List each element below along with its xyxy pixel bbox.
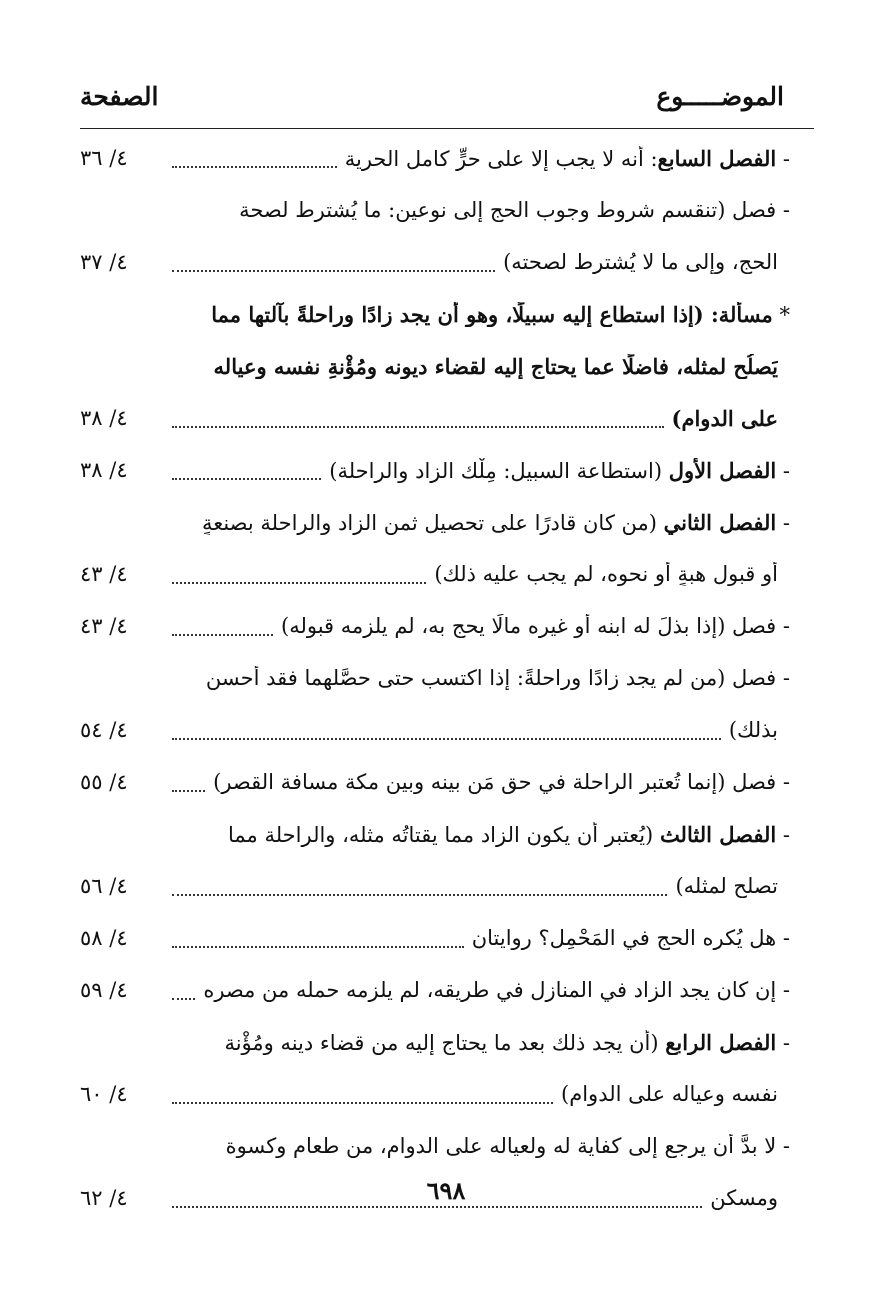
entry-title: فصل (إذا بذلَ له ابنه أو غيره مالًا يحج به، لم يلزمه قبوله) bbox=[281, 614, 777, 638]
toc-entry bbox=[0, 970, 892, 1024]
entry-page-ref: ٤/ ٥٥ bbox=[80, 770, 128, 794]
entry-title: (يُعتبر أن يكون الزاد مما يقتاتُه مثله، والراحلة مما bbox=[228, 823, 660, 847]
toc-entry bbox=[0, 866, 892, 920]
entry-title: أو قبول هبةٍ أو نحوه، لم يجب عليه ذلك) bbox=[434, 562, 778, 586]
dot-leader bbox=[172, 166, 337, 168]
entry-page-ref: ٤/ ٣٨ bbox=[80, 458, 128, 482]
entry-bullet: * bbox=[772, 303, 790, 327]
toc-entry-text bbox=[224, 1030, 790, 1055]
entry-title: فصل (من لم يجد زادًا وراحلةً: إذا اكتسب حتى حصَّلهما فقد أحسن bbox=[205, 666, 777, 690]
header-page: الصفحة bbox=[80, 82, 159, 111]
entry-title: نفسه وعياله على الدوام) bbox=[561, 1082, 778, 1106]
entry-title: إن كان يجد الزاد في المنازل في طريقه، لم يلزمه حمله من مصره bbox=[203, 978, 777, 1002]
toc-entry-text bbox=[202, 510, 790, 535]
entry-heading: الفصل الثالث bbox=[659, 822, 777, 847]
entry-page-ref: ٤/ ٥٤ bbox=[80, 718, 128, 742]
entry-heading: على الدوام) bbox=[671, 406, 778, 431]
toc-entry-text bbox=[472, 926, 790, 950]
entry-bullet: - bbox=[776, 1031, 790, 1055]
entry-title: (من كان قادرًا على تحصيل ثمن الزاد والراحلة بصنعةٍ bbox=[201, 511, 664, 535]
dot-leader bbox=[172, 894, 667, 896]
entry-page-ref: ٤/ ٤٣ bbox=[80, 614, 128, 638]
header-topic: الموضـــــوع bbox=[656, 82, 784, 111]
page-number: ٦٩٨ bbox=[426, 1176, 466, 1205]
entry-bullet: - bbox=[776, 1134, 790, 1158]
entry-page-ref: ٤/ ٣٦ bbox=[80, 146, 128, 170]
dot-leader bbox=[172, 738, 721, 740]
entry-title: (أن يجد ذلك بعد ما يحتاج إليه من قضاء دينه ومُؤْنة bbox=[224, 1031, 666, 1055]
dot-leader bbox=[172, 582, 426, 584]
dot-leader bbox=[172, 946, 464, 948]
dot-leader bbox=[172, 998, 195, 1000]
entry-bullet: - bbox=[776, 770, 790, 794]
entry-heading: الفصل السابع bbox=[657, 146, 777, 171]
dot-leader bbox=[172, 634, 273, 636]
toc-entry-text bbox=[345, 146, 790, 171]
entry-bullet: - bbox=[776, 666, 790, 690]
entry-bullet: - bbox=[776, 198, 790, 222]
toc-entry bbox=[0, 190, 892, 244]
toc-entry-text bbox=[329, 458, 790, 483]
entry-title: فصل (إنما تُعتبر الراحلة في حق مَن بينه وبين مكة مسافة القصر) bbox=[213, 770, 777, 794]
toc-entry-text bbox=[561, 1082, 778, 1106]
toc-entry-text bbox=[675, 874, 778, 898]
toc-entry bbox=[0, 762, 892, 816]
entry-title: الحج، وإلى ما لا يُشترط لصحته) bbox=[503, 250, 778, 274]
toc-header bbox=[80, 82, 814, 122]
entry-bullet: - bbox=[776, 614, 790, 638]
entry-heading: الفصل الرابع bbox=[665, 1030, 777, 1055]
toc-entry-text bbox=[211, 302, 790, 327]
entry-bullet: - bbox=[776, 978, 790, 1002]
toc-entry-text bbox=[729, 718, 778, 742]
entry-bullet: - bbox=[776, 459, 790, 483]
entry-bullet: - bbox=[776, 147, 790, 171]
entry-heading: يَصلُح لمثله، فاضلًا عما يحتاج إليه لقضاء ديونه ومُؤْنةِ نفسه وعياله bbox=[213, 354, 778, 379]
dot-leader bbox=[172, 790, 205, 792]
entry-page-ref: ٤/ ٤٣ bbox=[80, 562, 128, 586]
toc-entry bbox=[0, 398, 892, 452]
entry-page-ref: ٤/ ٦٠ bbox=[80, 1082, 128, 1106]
toc-entry bbox=[0, 294, 892, 348]
toc-entry bbox=[0, 1126, 892, 1180]
entry-title: فصل (تنقسم شروط وجوب الحج إلى نوعين: ما يُشترط لصحة bbox=[239, 198, 777, 222]
entry-title: (استطاعة السبيل: مِلْك الزاد والراحلة) bbox=[329, 459, 669, 483]
entry-page-ref: ٤/ ٣٧ bbox=[80, 250, 128, 274]
toc-entry bbox=[0, 554, 892, 608]
entry-heading: الفصل الثاني bbox=[663, 510, 777, 535]
toc-entry bbox=[0, 450, 892, 504]
toc-entry bbox=[0, 502, 892, 556]
entry-bullet: - bbox=[776, 823, 790, 847]
toc-entry-text bbox=[213, 770, 790, 794]
toc-entry bbox=[0, 138, 892, 192]
entry-page-ref: ٤/ ٥٦ bbox=[80, 874, 128, 898]
toc-entry-text bbox=[214, 354, 778, 379]
toc-entry-text bbox=[503, 250, 778, 274]
entry-page-ref: ٤/ ٦٢ bbox=[80, 1186, 128, 1210]
entry-page-ref: ٤/ ٣٨ bbox=[80, 406, 128, 430]
toc-entry-text bbox=[434, 562, 778, 586]
entry-bullet: - bbox=[776, 511, 790, 535]
entry-title: بذلك) bbox=[728, 718, 778, 742]
entry-title: لا بدَّ أن يرجع إلى كفاية له ولعياله على الدوام، من طعام وكسوة bbox=[225, 1134, 777, 1158]
toc-entry bbox=[0, 242, 892, 296]
entry-title: تصلح لمثله) bbox=[675, 874, 778, 898]
dot-leader bbox=[172, 426, 664, 428]
toc-entry-text bbox=[228, 822, 790, 847]
toc-entry bbox=[0, 814, 892, 868]
toc-entry-text bbox=[281, 614, 790, 638]
toc-entry bbox=[0, 1022, 892, 1076]
toc-entry-text bbox=[239, 198, 790, 222]
entry-heading: الفصل الأول bbox=[668, 458, 777, 483]
entry-heading: مسألة: (إذا استطاع إليه سبيلًا، وهو أن يجد زادًا وراحلةً بآلتها مما bbox=[211, 302, 773, 327]
entry-title: : أنه لا يجب إلا على حرٍّ كاملِ الحرية bbox=[344, 147, 658, 171]
toc-entry-text bbox=[206, 666, 790, 690]
toc-entry bbox=[0, 710, 892, 764]
toc-entry-text bbox=[672, 406, 778, 431]
dot-leader bbox=[172, 1206, 702, 1208]
dot-leader bbox=[172, 1102, 553, 1104]
entry-page-ref: ٤/ ٥٨ bbox=[80, 926, 128, 950]
toc-entry bbox=[0, 606, 892, 660]
entry-title: ومسكن bbox=[710, 1186, 778, 1210]
toc-entry-text bbox=[226, 1134, 790, 1158]
entry-page-ref: ٤/ ٥٩ bbox=[80, 978, 128, 1002]
dot-leader bbox=[172, 478, 321, 480]
toc-entry bbox=[0, 1074, 892, 1128]
entry-title: هل يُكره الحج في المَحْمِل؟ روايتان bbox=[471, 926, 777, 950]
header-rule bbox=[80, 128, 814, 129]
entry-bullet: - bbox=[776, 926, 790, 950]
dot-leader bbox=[172, 270, 495, 272]
toc-entry bbox=[0, 658, 892, 712]
toc-entry bbox=[0, 918, 892, 972]
toc-entry bbox=[0, 346, 892, 400]
toc-entry-text bbox=[203, 978, 790, 1002]
